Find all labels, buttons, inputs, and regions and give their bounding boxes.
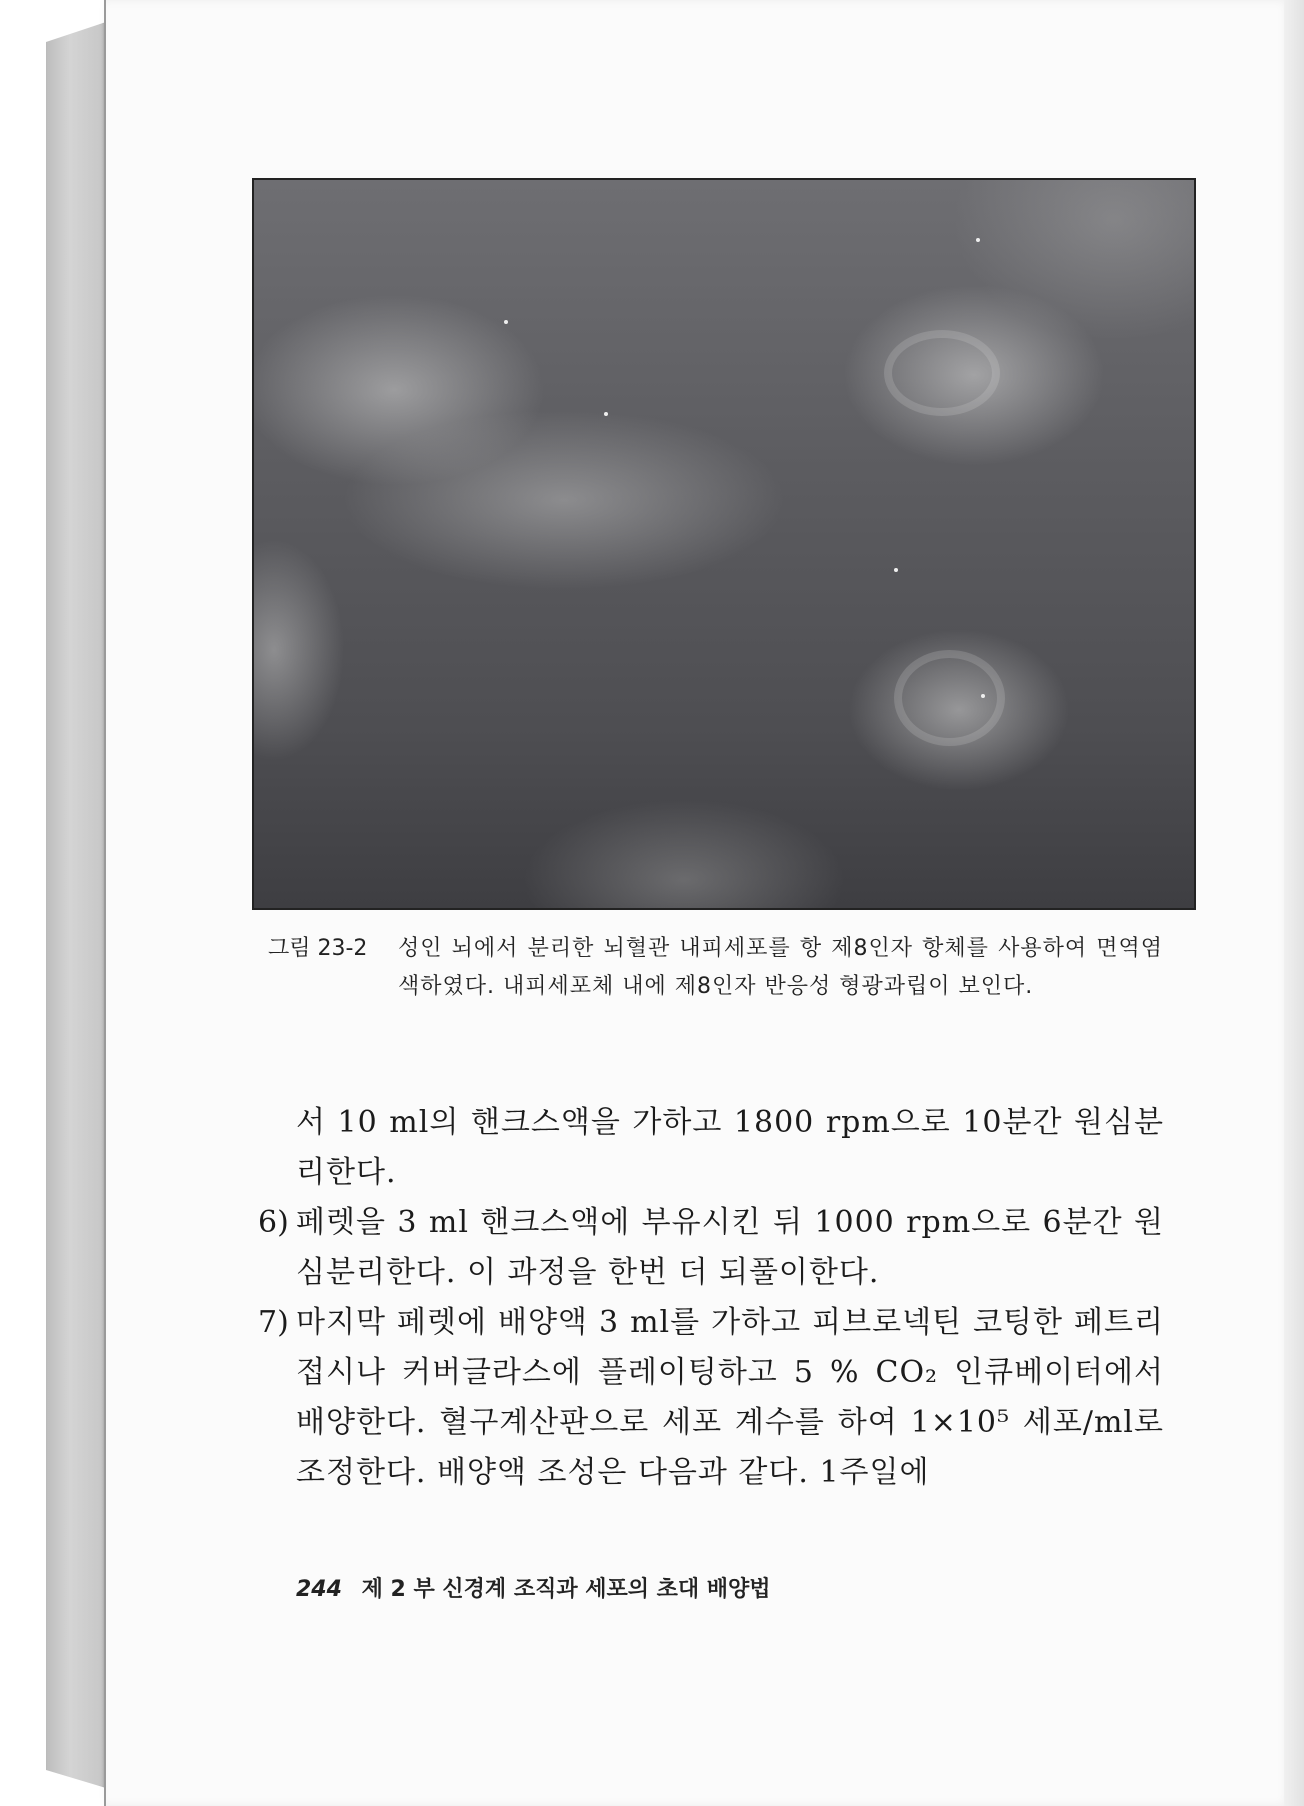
figure-caption-text: 성인 뇌에서 분리한 뇌혈관 내피세포를 항 제8인자 항체를 사용하여 면역염색하였다. 내피세포체 내에 제8인자 반응성 형광과립이 보인다. bbox=[398, 936, 1163, 999]
page-edge bbox=[1284, 0, 1304, 1806]
granule bbox=[504, 320, 508, 324]
granule bbox=[604, 412, 608, 416]
book-spine bbox=[46, 22, 106, 1788]
figure-micrograph bbox=[252, 178, 1196, 910]
list-item-number: 6) bbox=[258, 1205, 289, 1240]
page-footer bbox=[296, 1572, 771, 1603]
continuation-paragraph: 서 10 ml의 핸크스액을 가하고 1800 rpm으로 10분간 원심분리한다. bbox=[296, 1105, 1164, 1190]
cell-nucleus bbox=[884, 330, 1000, 416]
cell-nucleus bbox=[894, 650, 1005, 746]
granule bbox=[894, 568, 898, 572]
page-number: 244 bbox=[296, 1577, 342, 1602]
granule bbox=[976, 238, 980, 242]
granule bbox=[981, 694, 985, 698]
body-text bbox=[258, 1098, 1164, 1498]
list-item bbox=[258, 1198, 1164, 1298]
list-item-number: 7) bbox=[258, 1305, 289, 1340]
figure-label: 그림 23-2 bbox=[268, 936, 368, 961]
list-item-text: 마지막 페렛에 배양액 3 ml를 가하고 피브로넥틴 코팅한 페트리 접시나 커버글라스에 플레이팅하고 5 % CO₂ 인큐베이터에서 배양한다. 혈구계산판으로 세포 계수를 하여 1×10⁵ 세포/ml로 조정한다. 배양액 조성은 다음과 같다. 1주일에 bbox=[296, 1305, 1164, 1490]
list-item-text: 페렛을 3 ml 핸크스액에 부유시킨 뒤 1000 rpm으로 6분간 원심분리한다. 이 과정을 한번 더 되풀이한다. bbox=[296, 1205, 1164, 1290]
list-item bbox=[258, 1298, 1164, 1498]
running-title: 제 2 부 신경계 조직과 세포의 초대 배양법 bbox=[361, 1577, 771, 1602]
